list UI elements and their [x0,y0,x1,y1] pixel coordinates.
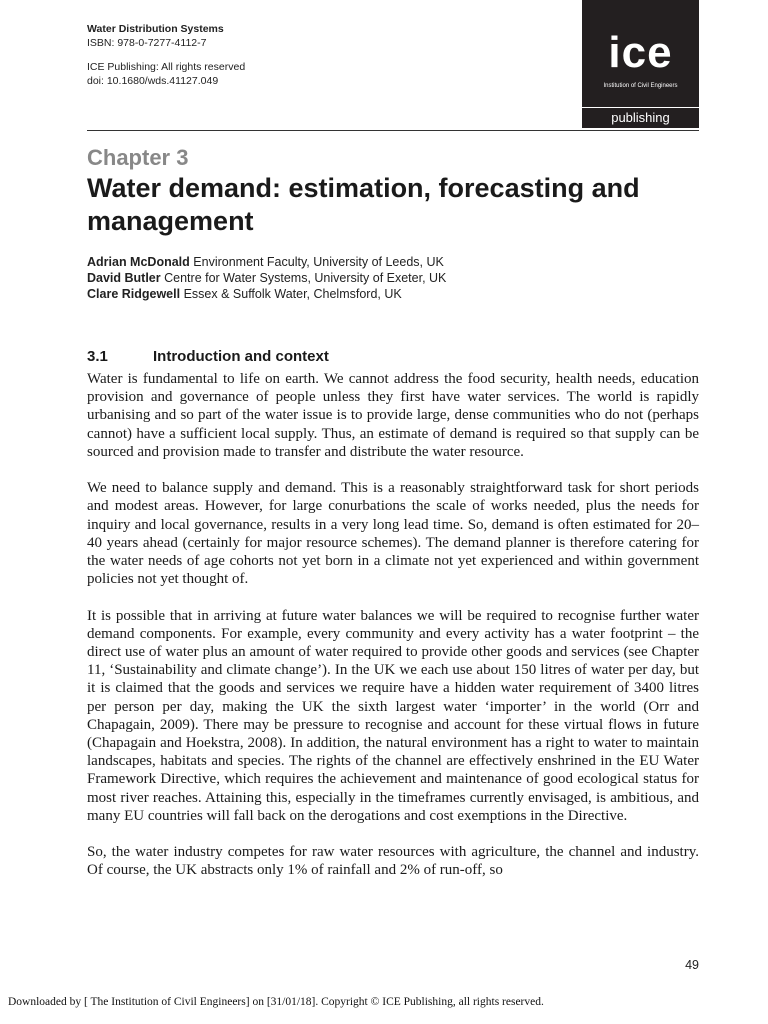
section-number: 3.1 [87,348,108,365]
author-line [87,270,446,286]
series-title: Water Distribution Systems [87,23,224,35]
logo-institution: Institution of Civil Engineers [603,83,678,89]
author-affiliation: Environment Faculty, University of Leeds, UK [193,255,444,269]
author-name: David Butler [87,271,161,285]
paragraph: So, the water industry competes for raw water resources with agriculture, the channel and industry. Of course, the UK abstracts only 1% of rainfall and 2% of run-off, so [87,844,699,879]
author-affiliation: Essex & Suffolk Water, Chelmsford, UK [183,287,402,301]
logo-publishing: publishing [582,108,699,128]
author-line [87,286,446,302]
rights-notice: ICE Publishing: All rights reserved [87,61,246,73]
section-title: Introduction and context [153,348,329,365]
logo-wordmark: ice [608,28,673,77]
doi: doi: 10.1680/wds.41127.049 [87,75,219,87]
section-heading [87,347,329,367]
download-footer: Downloaded by [ The Institution of Civil Engineers] on [31/01/18]. Copyright © ICE Publishing, all rights reserved. [8,996,544,1008]
paragraph: It is possible that in arriving at future water balances we will be required to recognise further water demand components. For example, every community and every activity has a water footprint – the direct use of water plus an amount of water required to provide other goods and services (see Chapter 11, ‘Sustainability and climate change’). In the UK we each use about 150 litres of water per day, but it is claimed that the goods and services we require have a hidden water requirement of 3400 litres per person per day, making the UK the sixth largest water ‘importer’ in the world (Orr and Chapagain, 2009). There may be pressure to recognise and account for these virtual flows in future (Chapagain and Hoekstra, 2008). In addition, the natural environment has a right to water to maintain landscapes, habitats and species. The rights of the channel are effectively enshrined in the EU Water Framework Directive, which requires the achievement and maintenance of good ecological status for most river reaches. Attaining this, especially in the timeframes currently envisaged, is ambitious, and many EU countries will fall back on the derogations and cost exemptions in the Directive. [87,607,699,824]
paragraph: Water is fundamental to life on earth. We cannot address the food security, health needs, education provision and governance of people unless they first have water services. The world is rapidly urbanising and so part of the water issue is to provide large, dense communities who do not (perhaps cannot) have a sufficient local supply. Thus, an estimate of demand is required so that supply can be sourced and provision made to transfer and distribute the water resource. [87,371,699,460]
chapter-label: Chapter 3 [87,145,189,170]
chapter-title: Water demand: estimation, forecasting and management [87,173,640,236]
isbn: ISBN: 978-0-7277-4112-7 [87,37,207,49]
author-name: Clare Ridgewell [87,287,181,301]
paragraph: We need to balance supply and demand. This is a reasonably straightforward task for short periods and modest areas. However, for large conurbations the scale of works needed, plus the needs for inquiry and local governance, results in a very long lead time. So, demand is often estimated for 20–40 years ahead (certainly for major resource schemes). The demand planner is therefore catering for the water needs of age cohorts not yet born in a climate not yet experienced and within government policies not yet thought of. [87,480,699,588]
author-line [87,254,446,270]
book-header [87,22,245,88]
header-rule [87,130,699,131]
body-text [87,370,699,898]
author-name: Adrian McDonald [87,255,190,269]
author-affiliation: Centre for Water Systems, University of Exeter, UK [164,271,447,285]
page-number: 49 [685,958,699,972]
author-list [87,254,446,302]
ice-publishing-logo [582,0,699,131]
